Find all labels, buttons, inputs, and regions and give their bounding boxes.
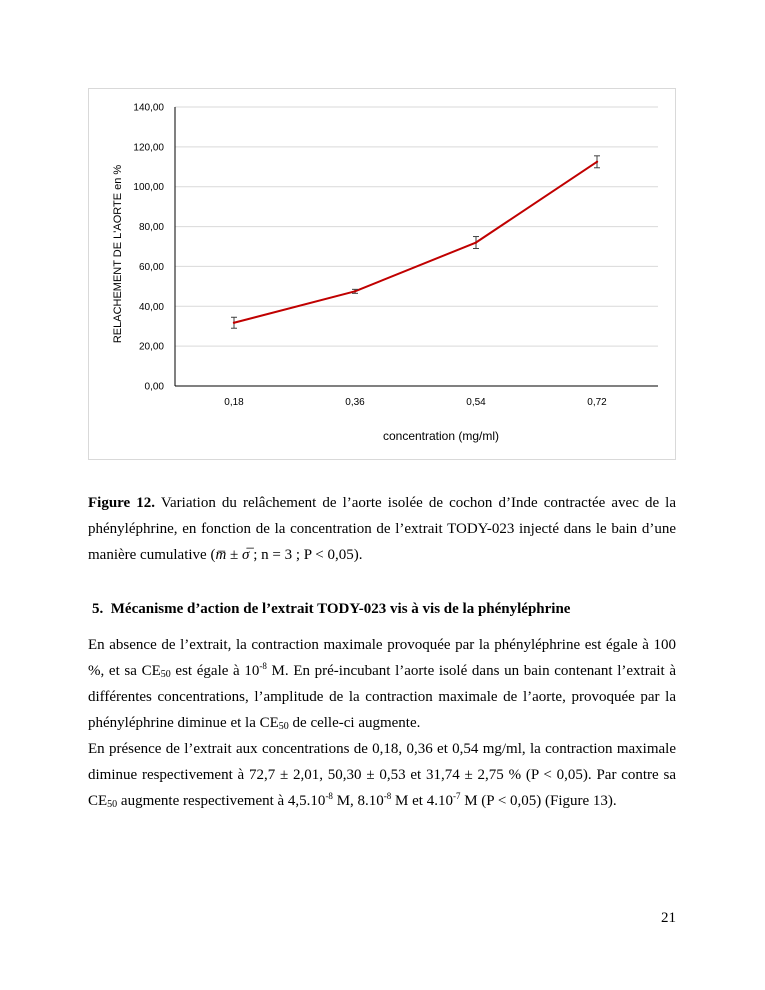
p1-sup-1: -8	[259, 661, 267, 671]
figure-label: Figure 12.	[88, 495, 156, 511]
y-tick-label: 60,00	[138, 261, 164, 273]
chart-container	[88, 88, 676, 460]
y-tick-label: 0,00	[144, 381, 164, 393]
figure-caption	[88, 490, 676, 568]
data-point	[354, 290, 356, 292]
p2-text-c: M, 8.10	[332, 793, 384, 809]
p2-sup-1: -8	[325, 791, 333, 801]
section-heading	[92, 598, 676, 620]
y-tick-label: 20,00	[138, 341, 164, 353]
section-number: 5.	[92, 601, 104, 617]
p1-sub-1: 50	[160, 669, 171, 680]
page-number: 21	[661, 910, 676, 926]
data-point	[233, 322, 235, 324]
p1-text-a: En absence de l’extrait, la contraction maximale provoquée par la phényléphrine est égale à 100 %, et sa CE	[88, 637, 676, 679]
caption-text-1: Variation du relâchement de l’aorte isolée de cochon d’Inde contractée avec de la phényléphrine, en fonction de la concentration de l’extrait TODY-023 injecté dans le bain d’une manière cumulative (	[88, 495, 676, 563]
x-axis-title: concentration (mg/ml)	[382, 429, 500, 443]
paragraph-2	[88, 736, 676, 814]
p1-text-d: de celle-ci augmente.	[288, 715, 421, 731]
x-tick-label: 0,54	[466, 397, 486, 408]
y-tick-label: 40,00	[138, 301, 164, 313]
p2-text-d: M et 4.10	[391, 793, 453, 809]
p2-sup-2: -8	[383, 791, 392, 801]
p2-sub-1: 50	[107, 799, 118, 810]
paragraph-1	[88, 632, 676, 736]
p2-text-b: augmente respectivement à 4,5.10	[117, 793, 326, 809]
p1-sub-2: 50	[278, 721, 289, 732]
x-tick-label: 0,72	[587, 397, 607, 408]
series-line	[234, 162, 597, 323]
mean-symbol: m̅	[215, 547, 227, 563]
x-tick-label: 0,36	[345, 397, 365, 408]
plus-minus: ±	[226, 547, 243, 563]
x-tick-label: 0,18	[224, 397, 244, 408]
caption-text-2: ; n = 3 ; P < 0,05).	[249, 547, 363, 563]
y-tick-label: 100,00	[133, 182, 164, 194]
y-axis-title: RELACHEMENT DE L'AORTE en %	[112, 164, 124, 344]
p2-text-e: M (P < 0,05) (Figure 13).	[460, 793, 617, 809]
y-tick-label: 80,00	[138, 222, 164, 234]
section-title: Mécanisme d’action de l’extrait TODY-023 vis à vis de la phényléphrine	[110, 601, 571, 617]
line-chart	[89, 89, 677, 461]
sigma-symbol: σ̅	[242, 547, 250, 563]
data-point	[475, 241, 477, 243]
p2-sup-3: -7	[452, 791, 461, 801]
data-point	[596, 161, 598, 163]
y-tick-label: 140,00	[133, 102, 164, 114]
p1-text-b: est égale à 10	[170, 663, 260, 679]
y-tick-label: 120,00	[133, 142, 164, 154]
p1-text-c: M. En pré-incubant l’aorte isolé dans un bain contenant l’extrait à différentes concentrations, l’amplitude de la contraction maximale de l’aorte, provoquée par la phényléphrine diminue et la CE	[88, 663, 677, 731]
p2-text-a: En présence de l’extrait aux concentrations de 0,18, 0,36 et 0,54 mg/ml, la contraction maximale diminue respectivement à 72,7 ± 2,01, 50,30 ± 0,53 et 31,74 ± 2,75 % (P < 0,05). Par contre sa CE	[88, 741, 676, 809]
